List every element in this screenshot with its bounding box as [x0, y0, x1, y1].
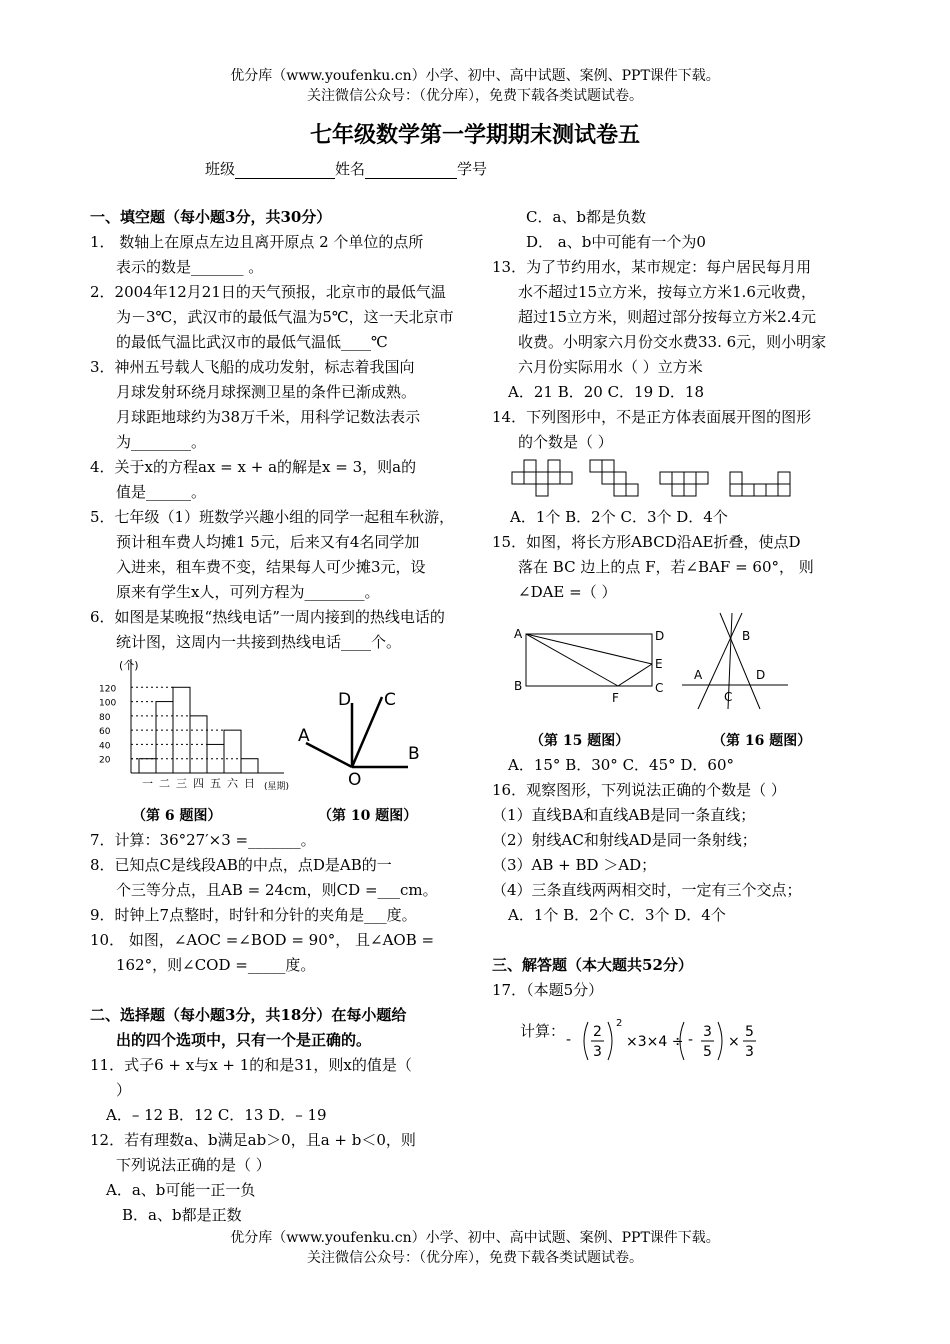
net-4: [730, 472, 790, 496]
right-column-lower: [492, 753, 872, 1003]
label-O: O: [348, 770, 362, 790]
svg-text:2: 2: [616, 1018, 623, 1029]
label-C: C: [384, 690, 396, 710]
y-axis-label: (个): [119, 659, 139, 672]
label-A: A: [694, 668, 703, 682]
y-tick-label: 100: [99, 698, 117, 709]
fig6-caption: （第 6 题图）: [132, 808, 222, 824]
label-D: D: [756, 668, 766, 682]
y-tick-label: 40: [99, 741, 111, 752]
x-tick-label: 四: [193, 777, 204, 790]
q1-cont: 表示的数是_______ 。: [116, 258, 264, 276]
q15-cont: 落在 BC 边上的点 F，若∠BAF = 60°， 则: [518, 558, 814, 576]
q9: 9．时钟上7点整时，时针和分针的夹角是___度。: [90, 906, 417, 924]
fig6-bar-chart: [95, 655, 290, 795]
svg-text:5: 5: [745, 1024, 754, 1040]
y-tick-label: 60: [99, 727, 111, 738]
svg-text:3: 3: [745, 1044, 754, 1060]
label-B: B: [514, 679, 523, 693]
section-2-title: 二、选择题（每小题3分，共18分）在每小题给: [90, 1006, 407, 1024]
q12: 12．若有理数a、b满足ab＞0，且a + b＜0，则: [90, 1131, 416, 1149]
q16-statement-3: （3）AB + BD ＞AD；: [492, 856, 657, 874]
ray-OA: [306, 743, 352, 767]
bar-日: [241, 759, 258, 773]
ray-OC: [352, 697, 382, 767]
label-E: E: [655, 657, 663, 671]
q13-cont3: 收费。小明家六月份交水费33. 6元，则小明家: [518, 333, 827, 351]
number-label: 学号: [457, 160, 488, 178]
q13-cont2: 超过15立方米，则超过部分按每立方米2.4元: [518, 308, 816, 326]
svg-text:×3×4 ÷: ×3×4 ÷: [626, 1034, 684, 1050]
q15-options: A．15° B．30° C．45° D．60°: [508, 756, 735, 774]
footer-line-1: 优分库（www.youfenku.cn）小学、初中、高中试题、案例、PPT课件下载。: [230, 1230, 720, 1246]
x-tick-label: 一: [142, 777, 153, 790]
left-column-lower: [90, 828, 470, 1228]
q2: 2．2004年12月21日的天气预报，北京市的最低气温: [90, 283, 446, 301]
q5-cont3: 原来有学生x人，可列方程为________。: [116, 583, 380, 601]
q12-option-c: C．a、b都是负数: [526, 208, 647, 226]
x-tick-label: 日: [244, 777, 255, 790]
q12-cont: 下列说法正确的是（ ）: [116, 1156, 271, 1174]
net-1: [512, 460, 572, 496]
bar-一: [139, 759, 156, 773]
q13-cont: 水不超过15立方米，按每立方米1.6元收费，: [518, 283, 816, 301]
q15: 15．如图，将长方形ABCD沿AE折叠，使点D: [492, 533, 801, 551]
q16-options: A．1个 B．2个 C．3个 D．4个: [508, 906, 726, 924]
fig10-angle-diagram: [290, 685, 430, 795]
y-tick-label: 120: [99, 684, 117, 695]
q3-cont: 月球发射环绕月球探测卫星的条件已渐成熟。: [116, 383, 417, 401]
q11: 11．式子6 + x与x + 1的和是31，则x的值是（: [90, 1056, 412, 1074]
q14-options: A．1个 B．2个 C．3个 D．4个: [510, 508, 728, 526]
q16: 16．观察图形，下列说法正确的个数是（ ）: [492, 781, 786, 799]
svg-text:2: 2: [593, 1024, 602, 1040]
net-3: [660, 472, 708, 496]
y-tick-label: 20: [99, 755, 111, 766]
q16-statement-1: （1）直线BA和直线AB是同一条直线；: [492, 806, 756, 824]
q16-statement-4: （4）三条直线两两相交时，一定有三个交点；: [492, 881, 802, 899]
q12-option-b: B．a、b都是正数: [122, 1206, 242, 1224]
label-F: F: [612, 691, 619, 705]
label-B: B: [742, 629, 751, 643]
q11-options: A．– 12 B．12 C．13 D．– 19: [106, 1106, 327, 1124]
header-line-2: 关注微信公众号：（优分库），免费下载各类试题试卷。: [307, 88, 643, 104]
q10-cont: 162°，则∠COD =_____度。: [116, 956, 316, 974]
svg-text:5: 5: [703, 1044, 712, 1060]
label-C: C: [724, 690, 733, 704]
q11-cont: ）: [116, 1081, 132, 1099]
label-A: A: [298, 726, 310, 746]
fig10-caption: （第 10 题图）: [318, 808, 418, 824]
fig14-cube-nets: [510, 458, 810, 500]
q7: 7．计算：36°27′×3 =_______。: [90, 831, 316, 849]
q10: 10． 如图，∠AOC =∠BOD = 90°， 且∠AOB =: [90, 931, 435, 949]
class-blank[interactable]: [235, 178, 335, 179]
q5-cont: 预计租车费人均摊1 5元，后来又有4名同学加: [116, 533, 420, 551]
q17-calc-label: 计算：: [520, 1022, 566, 1040]
name-label: 姓名: [335, 160, 366, 178]
q3-cont2: 月球距地球约为38万千米，用科学记数法表示: [116, 408, 421, 426]
fig15-caption: （第 15 题图）: [530, 733, 630, 749]
section-2-title-cont: 出的四个选项中，只有一个是正确的。: [116, 1031, 372, 1049]
svg-text:-: -: [566, 1032, 572, 1048]
label-D: D: [655, 629, 665, 643]
q16-statement-2: （2）射线AC和射线AD是同一条射线；: [492, 831, 757, 849]
section-3-title: 三、解答题（本大题共52分）: [492, 956, 693, 974]
class-label: 班级: [205, 160, 236, 178]
q8: 8．已知点C是线段AB的中点，点D是AB的一: [90, 856, 392, 874]
svg-text:3: 3: [593, 1044, 602, 1060]
net-2: [590, 460, 638, 496]
q6-cont: 统计图，这周内一共接到热线电话____个。: [116, 633, 402, 651]
svg-text:3: 3: [703, 1024, 712, 1040]
q5-cont2: 入进来，租车费不变，结果每人可少摊3元，设: [116, 558, 426, 576]
header-line-1: 优分库（www.youfenku.cn）小学、初中、高中试题、案例、PPT课件下载。: [230, 68, 720, 84]
q15-cont2: ∠DAE =（ ）: [518, 583, 617, 601]
fig16-lines-diagram: [676, 605, 796, 715]
y-tick-label: 80: [99, 712, 111, 723]
x-tick-label: 三: [176, 777, 187, 790]
q13-cont4: 六月份实际用水（ ）立方米: [518, 358, 703, 376]
q13-options: A．21 B．20 C．19 D．18: [508, 383, 705, 401]
label-D: D: [338, 690, 352, 710]
bar-六: [224, 730, 241, 773]
name-blank[interactable]: [365, 178, 457, 179]
svg-text:-: -: [688, 1032, 694, 1048]
q6: 6．如图是某晚报“热线电话”一周内接到的热线电话的: [90, 608, 445, 626]
q14: 14．下列图形中，不是正方体表面展开图的图形: [492, 408, 812, 426]
q1: 1． 数轴上在原点左边且离开原点 2 个单位的点所: [90, 233, 424, 251]
q17: 17．（本题5分）: [492, 981, 604, 999]
q2-cont2: 的最低气温比武汉市的最低气温低____℃: [116, 333, 388, 351]
q8-cont: 个三等分点，且AB = 24cm，则CD =___cm。: [116, 881, 438, 899]
q5: 5．七年级（1）班数学兴趣小组的同学一起租车秋游，: [90, 508, 455, 526]
q12-option-a: A．a、b可能一正一负: [106, 1181, 256, 1199]
q17-formula: [562, 1010, 762, 1066]
q4-cont: 值是______。: [116, 483, 207, 501]
q3: 3．神州五号载人飞船的成功发射，标志着我国向: [90, 358, 415, 376]
x-tick-label: 二: [159, 777, 170, 790]
x-tick-label: 五: [210, 777, 221, 790]
page-title: 七年级数学第一学期期末测试卷五: [309, 122, 640, 148]
label-A: A: [514, 627, 523, 641]
fig16-caption: （第 16 题图）: [712, 733, 812, 749]
x-tick-label: 六: [227, 777, 238, 790]
label-C: C: [655, 681, 664, 695]
q4: 4．关于x的方程ax = x + a的解是x = 3，则a的: [90, 458, 417, 476]
x-axis-label: (星期): [264, 782, 290, 792]
q3-cont3: 为________。: [116, 433, 207, 451]
svg-text:×: ×: [728, 1034, 740, 1050]
right-column-mid: [492, 505, 872, 605]
bar-二: [156, 702, 173, 773]
q13: 13．为了节约用水，某市规定：每户居民每月用: [492, 258, 812, 276]
section-1-title: 一、填空题（每小题3分，共30分）: [90, 208, 332, 226]
student-info: [205, 158, 487, 179]
left-column: [90, 205, 470, 655]
q14-cont: 的个数是（ ）: [518, 433, 613, 451]
fig15-rectangle-fold: [508, 622, 668, 712]
q12-option-d: D． a、b中可能有一个为0: [526, 233, 706, 251]
q2-cont: 为－3℃，武汉市的最低气温为5℃，这一天北京市: [116, 308, 454, 326]
label-B: B: [408, 744, 420, 764]
right-column: [492, 205, 872, 455]
footer-line-2: 关注微信公众号：（优分库），免费下载各类试题试卷。: [307, 1250, 643, 1266]
